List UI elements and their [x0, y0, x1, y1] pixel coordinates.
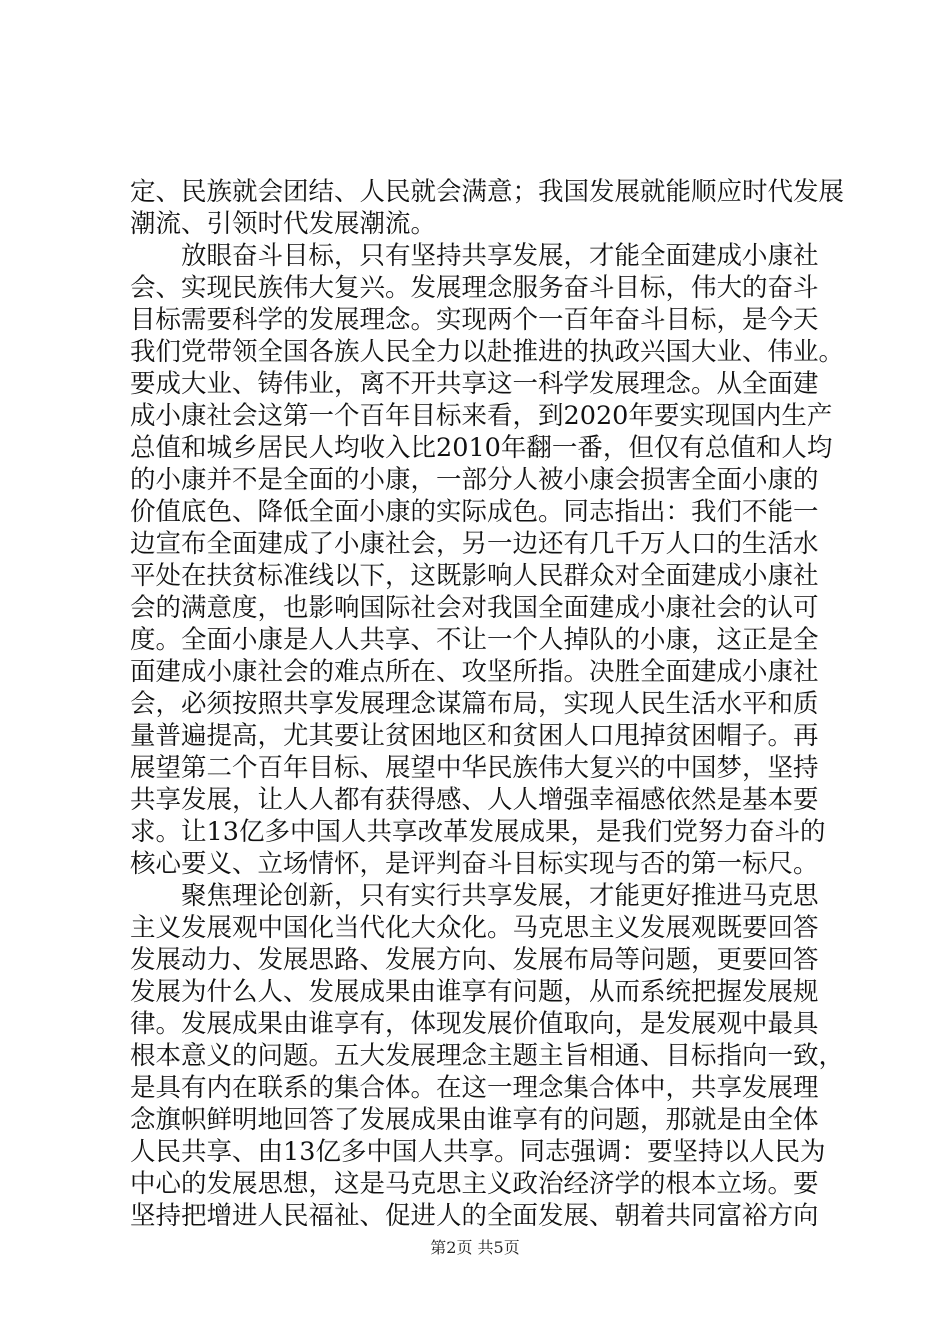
text-line: 我们党带领全国各族人民全力以赴推进的执政兴国大业、伟业。 — [130, 337, 845, 367]
text-line: 边宣布全面建成了小康社会，另一边还有几千万人口的生活水 — [130, 529, 819, 559]
text-line: 发展动力、发展思路、发展方向、发展布局等问题，更要回答 — [130, 945, 819, 975]
text-line: 目标需要科学的发展理念。实现两个一百年奋斗目标，是今天 — [130, 305, 819, 335]
text-line: 面建成小康社会的难点所在、攻坚所指。决胜全面建成小康社 — [130, 657, 819, 687]
text-line: 定、民族就会团结、人民就会满意；我国发展就能顺应时代发展 — [130, 177, 845, 207]
text-line: 会、实现民族伟大复兴。发展理念服务奋斗目标，伟大的奋斗 — [130, 273, 819, 303]
text-line: 中心的发展思想，这是马克思主义政治经济学的根本立场。要 — [130, 1169, 819, 1199]
text-line: 会，必须按照共享发展理念谋篇布局，实现人民生活水平和质 — [130, 689, 819, 719]
text-line: 念旗帜鲜明地回答了发展成果由谁享有的问题，那就是由全体 — [130, 1105, 819, 1135]
text-line: 潮流、引领时代发展潮流。 — [130, 209, 437, 239]
text-line: 发展为什么人、发展成果由谁享有问题，从而系统把握发展规 — [130, 977, 819, 1007]
page-footer: 第2页 共5页 — [430, 1238, 520, 1257]
text-line: 聚焦理论创新，只有实行共享发展，才能更好推进马克思 — [130, 881, 819, 911]
text-line: 人民共享、由13亿多中国人共享。同志强调：要坚持以人民为 — [130, 1137, 826, 1167]
text-line: 求。让13亿多中国人共享改革发展成果，是我们党努力奋斗的 — [130, 817, 826, 847]
text-line: 价值底色、降低全面小康的实际成色。同志指出：我们不能一 — [130, 497, 819, 527]
text-line: 要成大业、铸伟业，离不开共享这一科学发展理念。从全面建 — [130, 369, 819, 399]
text-line: 根本意义的问题。五大发展理念主题主旨相通、目标指向一致， — [130, 1041, 845, 1071]
text-line: 主义发展观中国化当代化大众化。马克思主义发展观既要回答 — [130, 913, 819, 943]
text-line: 的小康并不是全面的小康，一部分人被小康会损害全面小康的 — [130, 465, 819, 495]
text-line: 是具有内在联系的集合体。在这一理念集合体中，共享发展理 — [130, 1073, 819, 1103]
text-line: 放眼奋斗目标，只有坚持共享发展，才能全面建成小康社 — [130, 241, 819, 271]
text-line: 坚持把增进人民福祉、促进人的全面发展、朝着共同富裕方向 — [130, 1201, 819, 1231]
text-line: 量普遍提高，尤其要让贫困地区和贫困人口甩掉贫困帽子。再 — [130, 721, 819, 751]
text-line: 会的满意度，也影响国际社会对我国全面建成小康社会的认可 — [130, 593, 819, 623]
text-line: 平处在扶贫标准线以下，这既影响人民群众对全面建成小康社 — [130, 561, 819, 591]
text-line: 度。全面小康是人人共享、不让一个人掉队的小康，这正是全 — [130, 625, 819, 655]
body-text — [130, 176, 845, 1232]
text-line: 核心要义、立场情怀，是评判奋斗目标实现与否的第一标尺。 — [130, 849, 819, 879]
text-line: 总值和城乡居民人均收入比2010年翻一番，但仅有总值和人均 — [130, 433, 833, 463]
text-line: 成小康社会这第一个百年目标来看，到2020年要实现国内生产 — [130, 401, 833, 431]
text-line: 展望第二个百年目标、展望中华民族伟大复兴的中国梦，坚持 — [130, 753, 819, 783]
text-line: 共享发展，让人人都有获得感、人人增强幸福感依然是基本要 — [130, 785, 819, 815]
text-line: 律。发展成果由谁享有，体现发展价值取向，是发展观中最具 — [130, 1009, 819, 1039]
